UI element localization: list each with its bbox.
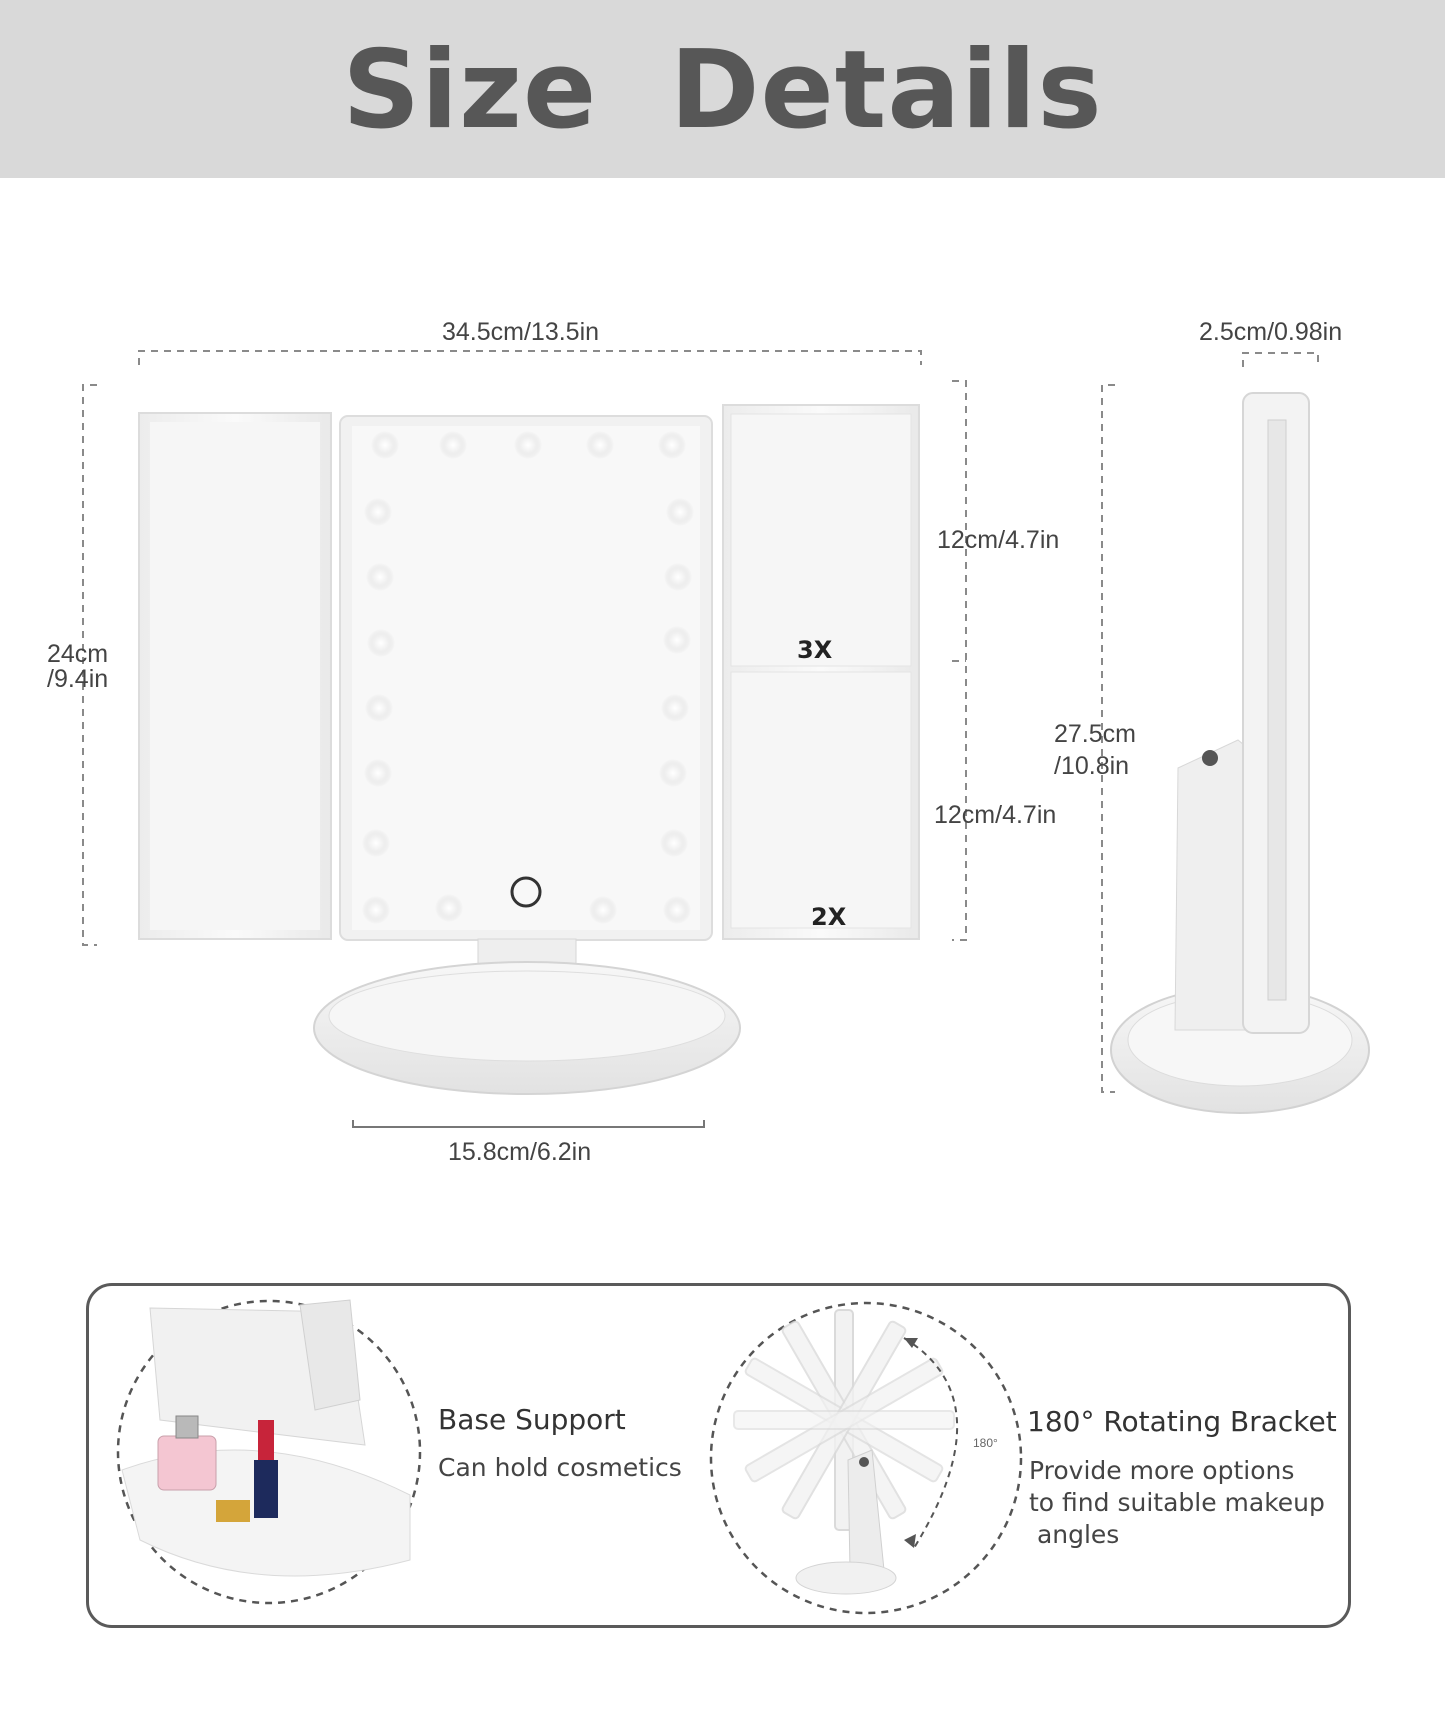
width-dim-line xyxy=(139,351,921,365)
feature-desc-base-support: Can hold cosmetics xyxy=(438,1453,682,1482)
led-light-icon xyxy=(366,563,394,591)
led-light-icon xyxy=(658,431,686,459)
panel-height-label-1: 24cm xyxy=(47,640,109,668)
page-title: Size Details xyxy=(342,28,1103,153)
led-light-icon xyxy=(362,829,390,857)
lower-mirror-height-label: 12cm/4.7in xyxy=(934,801,1057,829)
led-light-icon xyxy=(439,431,467,459)
feature-desc-rotating-line-2: to find suitable makeup xyxy=(1029,1488,1325,1517)
led-light-icon xyxy=(659,759,687,787)
feature-title-rotating-bracket: 180° Rotating Bracket xyxy=(1027,1405,1337,1438)
magnifier-3x-panel xyxy=(731,414,911,666)
magnification-3x-label: 3X xyxy=(797,636,833,664)
base-width-dim-line xyxy=(353,1120,704,1127)
led-light-icon xyxy=(663,896,691,924)
led-light-icon xyxy=(589,896,617,924)
total-height-label-2: /10.8in xyxy=(1054,752,1130,780)
hinge-icon xyxy=(1202,750,1218,766)
led-light-icon xyxy=(364,498,392,526)
depth-label: 2.5cm/0.98in xyxy=(1199,318,1343,346)
depth-dim-line xyxy=(1243,353,1318,367)
led-light-icon xyxy=(664,563,692,591)
led-light-icon xyxy=(663,626,691,654)
led-light-icon xyxy=(364,759,392,787)
led-light-icon xyxy=(365,694,393,722)
base-width-label: 15.8cm/6.2in xyxy=(448,1138,592,1166)
feature-desc-rotating-line-1: Provide more options xyxy=(1029,1456,1295,1485)
led-light-icon xyxy=(586,431,614,459)
led-light-icon xyxy=(514,431,542,459)
led-light-icon xyxy=(661,694,689,722)
led-light-icon xyxy=(660,829,688,857)
side-view-mirror xyxy=(1111,393,1369,1113)
led-light-icon xyxy=(362,896,390,924)
rotation-angle-label: 180° xyxy=(973,1436,998,1450)
upper-mirror-height-label: 12cm/4.7in xyxy=(937,526,1060,554)
led-light-icon xyxy=(666,498,694,526)
feature-desc-rotating-line-3: angles xyxy=(1029,1520,1120,1549)
led-light-icon xyxy=(435,894,463,922)
width-label: 34.5cm/13.5in xyxy=(442,318,600,346)
magnification-2x-label: 2X xyxy=(811,903,847,931)
total-height-label-1: 27.5cm xyxy=(1054,720,1136,748)
magnifier-2x-panel xyxy=(731,672,911,928)
led-light-icon xyxy=(367,629,395,657)
side-view-bracket xyxy=(1175,740,1252,1030)
panel-height-label-2: /9.4in xyxy=(47,665,109,693)
led-light-icon xyxy=(371,431,399,459)
feature-title-base-support: Base Support xyxy=(438,1403,626,1436)
